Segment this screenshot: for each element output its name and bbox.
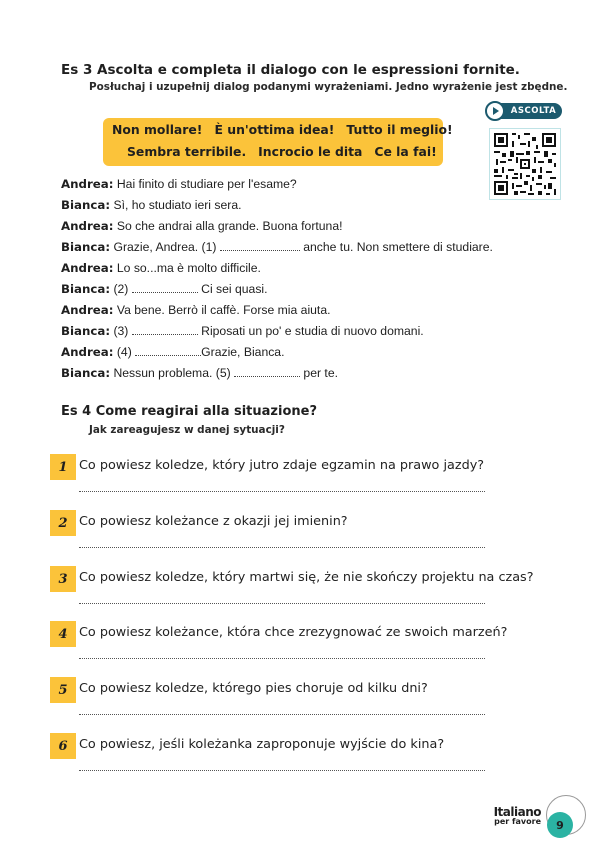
line-text: So che andrai alla grande. Buona fortuna! [113, 219, 343, 233]
answer-line[interactable] [79, 547, 485, 548]
line-text: Grazie, Andrea. (1) [110, 240, 220, 254]
dialog-line [61, 219, 343, 233]
exercise-4-title: Es 4 Come reagirai alla situazione? [61, 404, 317, 419]
page-number: 9 [547, 812, 573, 838]
speaker: Andrea: [61, 219, 114, 233]
line-text: (2) [110, 282, 132, 296]
line-text: Riposati un po' e studia di nuovo domani. [197, 324, 424, 338]
answer-line[interactable] [79, 658, 485, 659]
question-number: 5 [50, 677, 76, 703]
answer-line[interactable] [79, 603, 485, 604]
exercise-3-title: Es 3 Ascolta e completa il dialogo con le espressioni fornite. [61, 62, 520, 78]
play-icon[interactable] [485, 101, 505, 121]
answer-line[interactable] [79, 714, 485, 715]
line-text: Lo so...ma è molto difficile. [113, 261, 261, 275]
line-text: Ci sei quasi. [197, 282, 268, 296]
answer-blank-1[interactable] [220, 241, 300, 251]
dialog-line [61, 345, 284, 359]
exercise-4-subtitle: Jak zareagujesz w danej sytuacji? [89, 424, 285, 436]
line-text: (3) [110, 324, 132, 338]
dialog-line [61, 261, 261, 275]
dialog-line [61, 177, 297, 191]
dialog-line [61, 240, 493, 254]
expression-item: Tutto il meglio! [346, 122, 453, 137]
expression-item: Sembra terribile. [127, 144, 247, 159]
dialog-line [61, 198, 242, 212]
line-text: Sì, ho studiato ieri sera. [110, 198, 242, 212]
question-text: Co powiesz koledze, którego pies choruje od kilku dni? [79, 681, 428, 696]
speaker: Bianca: [61, 366, 111, 380]
dialog-line [61, 324, 424, 338]
answer-blank-5[interactable] [234, 367, 300, 377]
line-text: anche tu. Non smettere di studiare. [299, 240, 493, 254]
expression-item: Non mollare! [112, 122, 203, 137]
question-text: Co powiesz koledze, który martwi się, że nie skończy projektu na czas? [79, 570, 534, 585]
speaker: Bianca: [61, 198, 111, 212]
dialog-line [61, 282, 268, 296]
speaker: Andrea: [61, 345, 114, 359]
question-text: Co powiesz koleżance, która chce zrezygnować ze swoich marzeń? [79, 625, 508, 640]
answer-blank-2[interactable] [132, 283, 198, 293]
logo-line-1: Italiano [493, 805, 541, 819]
answer-blank-4[interactable] [135, 346, 201, 356]
question-text: Co powiesz koledze, który jutro zdaje egzamin na prawo jazdy? [79, 458, 485, 473]
answer-blank-3[interactable] [132, 325, 198, 335]
qr-code-icon [492, 131, 558, 197]
exercise-3-subtitle: Posłuchaj i uzupełnij dialog podanymi wyrażeniami. Jedno wyrażenie jest zbędne. [89, 81, 568, 93]
question-number: 6 [50, 733, 76, 759]
qr-code[interactable] [489, 128, 561, 200]
dialog-line [61, 366, 338, 380]
line-text: per te. [300, 366, 338, 380]
answer-line[interactable] [79, 770, 485, 771]
speaker: Bianca: [61, 240, 111, 254]
expressions-row-1 [112, 122, 453, 137]
question-text: Co powiesz koleżance z okazji jej imienin? [79, 514, 348, 529]
logo-line-2: per favore [494, 817, 541, 826]
question-number: 2 [50, 510, 76, 536]
speaker: Andrea: [61, 261, 114, 275]
line-text: (4) [113, 345, 136, 359]
audio-button[interactable] [485, 101, 562, 121]
speaker: Bianca: [61, 282, 111, 296]
line-text: Hai finito di studiare per l'esame? [113, 177, 297, 191]
question-number: 1 [50, 454, 76, 480]
expressions-row-2 [127, 144, 437, 159]
expression-item: È un'ottima idea! [214, 122, 335, 137]
speaker: Andrea: [61, 177, 114, 191]
dialog-line [61, 303, 330, 317]
expression-item: Incrocio le dita [258, 144, 363, 159]
expression-item: Ce la fai! [374, 144, 437, 159]
speaker: Bianca: [61, 324, 111, 338]
line-text: Grazie, Bianca. [201, 345, 285, 359]
speaker: Andrea: [61, 303, 114, 317]
audio-label[interactable]: ASCOLTA [499, 103, 562, 119]
brand-logo [481, 806, 541, 826]
question-number: 3 [50, 566, 76, 592]
line-text: Va bene. Berrò il caffè. Forse mia aiuta. [113, 303, 331, 317]
question-text: Co powiesz, jeśli koleżanka zaproponuje wyjście do kina? [79, 737, 445, 752]
question-number: 4 [50, 621, 76, 647]
answer-line[interactable] [79, 491, 485, 492]
line-text: Nessun problema. (5) [110, 366, 235, 380]
